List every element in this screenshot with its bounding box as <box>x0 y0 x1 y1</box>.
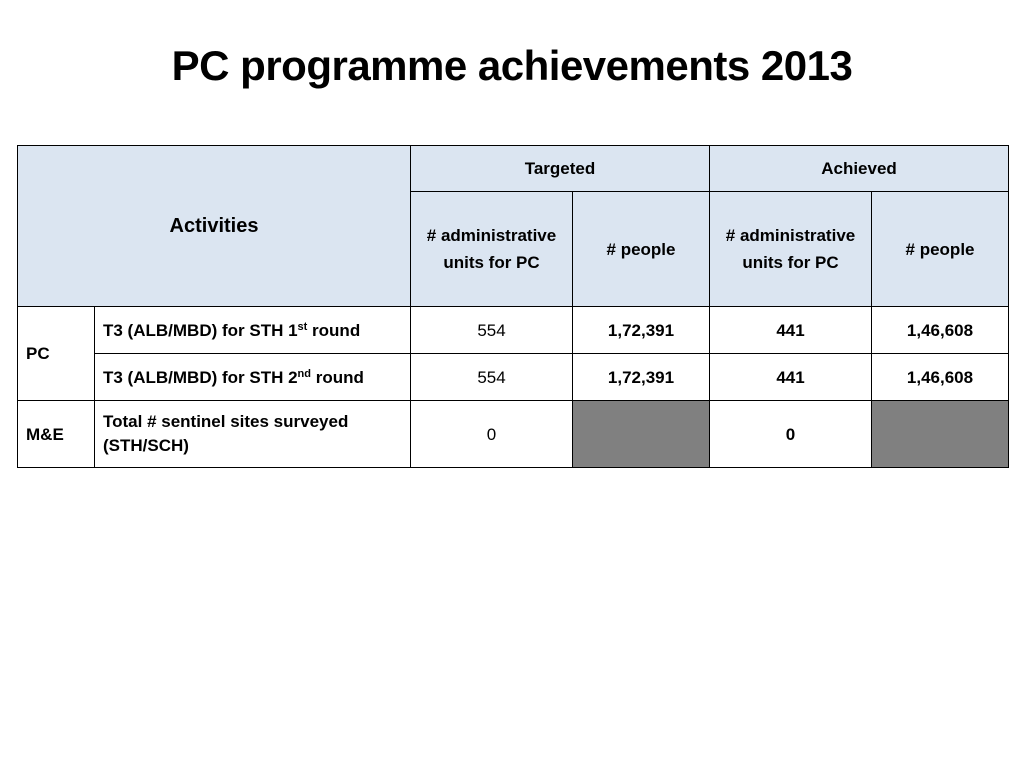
shaded-empty-cell <box>573 401 710 468</box>
activity-cell: Total # sentinel sites surveyed (STH/SCH) <box>95 401 411 468</box>
targeted-units-value: 0 <box>411 401 573 468</box>
achieved-units-value: 441 <box>710 307 872 354</box>
header-achieved-people: # people <box>872 192 1009 307</box>
ordinal-suffix: st <box>297 320 308 333</box>
targeted-units-value: 554 <box>411 354 573 401</box>
achievements-table <box>17 145 1009 468</box>
header-achieved: Achieved <box>710 146 1009 192</box>
activity-text: T3 (ALB/MBD) for STH 1 <box>103 320 298 340</box>
targeted-units-value: 554 <box>411 307 573 354</box>
ordinal-suffix: nd <box>297 367 311 380</box>
header-targeted-admin-units: # administrative units for PC <box>411 192 573 307</box>
achieved-people-value: 1,46,608 <box>872 354 1009 401</box>
table-row <box>18 401 1009 468</box>
header-activities: Activities <box>18 146 411 307</box>
achieved-units-value: 0 <box>710 401 872 468</box>
table-row <box>18 354 1009 401</box>
targeted-people-value: 1,72,391 <box>573 307 710 354</box>
activity-text: T3 (ALB/MBD) for STH 2 <box>103 367 298 387</box>
targeted-people-value: 1,72,391 <box>573 354 710 401</box>
header-row-groups <box>18 146 1009 192</box>
header-targeted: Targeted <box>411 146 710 192</box>
activity-cell <box>95 307 411 354</box>
achieved-units-value: 441 <box>710 354 872 401</box>
header-achieved-admin-units: # administrative units for PC <box>710 192 872 307</box>
header-targeted-people: # people <box>573 192 710 307</box>
category-cell-pc: PC <box>18 307 95 401</box>
activity-text-end: round <box>311 367 364 387</box>
slide-title: PC programme achievements 2013 <box>171 42 853 89</box>
category-cell-me: M&E <box>18 401 95 468</box>
shaded-empty-cell <box>872 401 1009 468</box>
achieved-people-value: 1,46,608 <box>872 307 1009 354</box>
activity-cell <box>95 354 411 401</box>
table-row <box>18 307 1009 354</box>
activity-text-end: round <box>307 320 361 340</box>
